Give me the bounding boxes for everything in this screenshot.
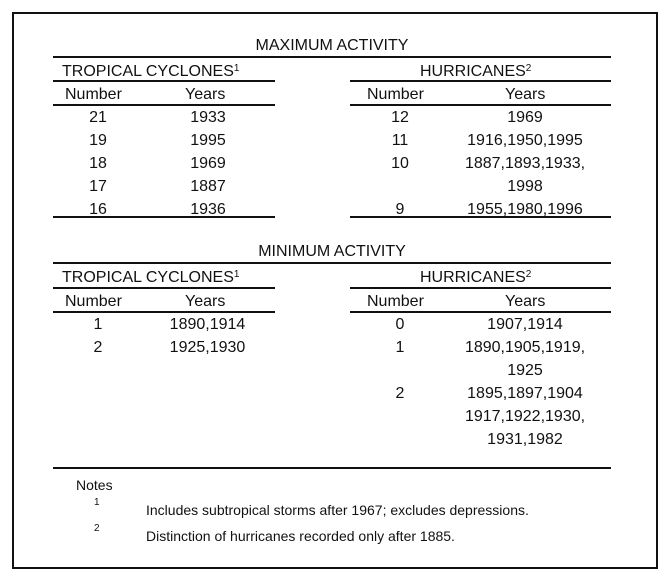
table-row-years-continued: 1917,1922,1930, [464,408,586,425]
min-hur-number-header: Number [367,293,424,310]
table-row-years: 1890,1905,1919, [464,339,586,356]
table-row-years: 1887 [190,178,226,195]
min-hur-years-header: Years [505,293,546,310]
max-tc-number-header: Number [65,86,122,103]
notes-title: Notes [76,477,113,493]
table-row-years: 1895,1897,1904 [467,385,583,402]
note-marker: 2 [94,523,100,534]
min-hur-header-label: HURRICANES [420,269,526,286]
max-tc-rule [53,80,275,82]
max-hur-number-header: Number [367,86,424,103]
min-title-rule [53,262,611,264]
table-row-years-continued: 1998 [507,178,543,195]
table-row-number: 12 [391,109,409,126]
notes-rule [53,467,611,469]
max-tc-years-header: Years [185,86,226,103]
table-row-years: 1925,1930 [169,339,246,356]
table-row-number: 11 [391,132,409,149]
max-title-rule [53,56,611,58]
table-row-years: 1995 [190,132,226,149]
table-row-number: 9 [395,201,405,218]
table-row-years: 1969 [190,155,226,172]
max-tc-footnote-marker: 1 [233,63,240,74]
max-tc-header [62,62,239,81]
max-activity-title: MAXIMUM ACTIVITY [255,37,409,54]
table-row-years: 1907,1914 [487,316,563,333]
max-hur-bottom-rule [350,216,611,218]
min-tc-header [62,268,239,287]
table-row-years: 1916,1950,1995 [467,132,583,149]
table-row-number: 19 [89,132,107,149]
min-tc-footnote-marker: 1 [233,269,240,280]
min-tc-number-header: Number [65,293,122,310]
min-tc-header-label: TROPICAL CYCLONES [62,269,234,286]
min-hur-rule [350,287,611,289]
table-row-number: 17 [89,178,107,195]
table-row-years: 1969 [507,109,543,126]
table-row-number: 16 [89,201,107,218]
table-row-years-continued: 1931,1982 [487,431,563,448]
table-row-number: 0 [395,316,405,333]
min-tc-rule [53,287,275,289]
table-row-years: 1887,1893,1933, [464,155,586,172]
table-row-years: 1933 [190,109,226,126]
note-text: Distinction of hurricanes recorded only after 1885. [146,528,455,544]
max-hur-years-header: Years [505,86,546,103]
table-row-years-continued: 1925 [507,362,543,379]
note-text: Includes subtropical storms after 1967; excludes depressions. [146,502,529,518]
table-row-number: 1 [395,339,405,356]
max-hur-header-label: HURRICANES [420,63,526,80]
table-row-number: 21 [89,109,107,126]
table-row-number: 1 [93,316,103,333]
table-row-number: 10 [391,155,409,172]
table-row-years: 1890,1914 [169,316,246,333]
max-hur-footnote-marker: 2 [525,63,532,74]
table-row-years: 1936 [190,201,226,218]
table-row-number: 18 [89,155,107,172]
max-hur-rule [350,80,611,82]
table-row-number: 2 [93,339,103,356]
table-row-years: 1955,1980,1996 [467,201,583,218]
note-marker: 1 [94,497,100,508]
min-hur-footnote-marker: 2 [525,269,532,280]
max-tc-header-label: TROPICAL CYCLONES [62,63,234,80]
min-activity-title: MINIMUM ACTIVITY [258,243,406,260]
table-row-number: 2 [395,385,405,402]
max-hur-header [420,62,531,81]
min-tc-years-header: Years [185,293,226,310]
min-hur-header [420,268,531,287]
max-tc-bottom-rule [53,216,275,218]
